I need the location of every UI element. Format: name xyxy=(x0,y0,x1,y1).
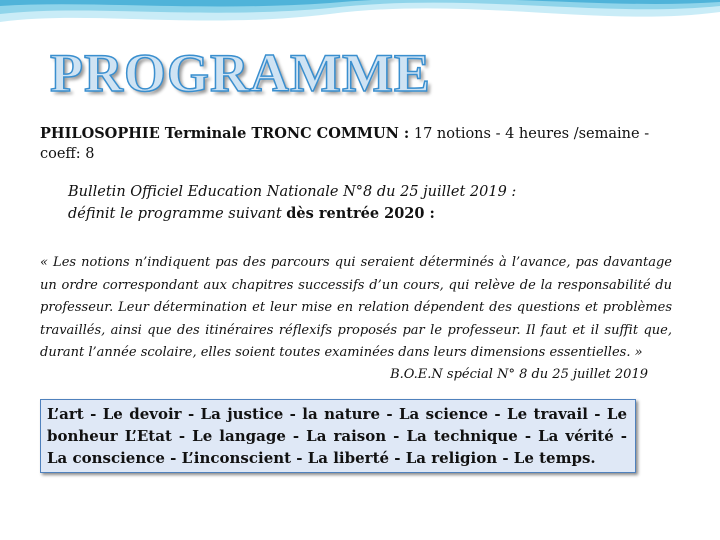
program-details: 17 notions - 4 heures /semaine - coeff: 8 xyxy=(40,126,650,162)
page-title: PROGRAMME xyxy=(50,43,431,103)
notions-list-box: L’art - Le devoir - La justice - la nature - La science - Le travail - Le bonheur L’Etat - Le langage - La raison - La technique - La vérité - La conscience - L’inconscient - La liberté - La religion - Le temps. xyxy=(40,399,636,473)
bulletin-line-2 xyxy=(68,203,668,225)
official-quote: « Les notions n’indiquent pas des parcours qui seraient déterminés à l’avance, pas davantage un ordre correspondant aux chapitres successifs d’un cours, qui relève de la responsabilité du professeur. Leur détermination et leur mise en relation dépendent des questions et problèmes travaillés, ainsi que des itinéraires réflexifs proposés par le professeur. Il faut et il suffit que, durant l’année scolaire, elles soient toutes examinées dans leurs dimensions essentielles. » xyxy=(40,255,672,360)
quote-source: B.O.E.N spécial N° 8 du 25 juillet 2019 xyxy=(390,367,648,382)
course-subtitle xyxy=(40,124,680,164)
bulletin-line-1: Bulletin Officiel Education Nationale N°8 du 25 juillet 2019 : xyxy=(68,184,517,200)
program-name: PHILOSOPHIE Terminale TRONC COMMUN : xyxy=(40,125,410,142)
bulletin-date-emphasis: dès rentrée 2020 : xyxy=(286,205,435,222)
bulletin-reference xyxy=(68,181,668,225)
bulletin-line-2-text: définit le programme suivant xyxy=(68,206,287,222)
